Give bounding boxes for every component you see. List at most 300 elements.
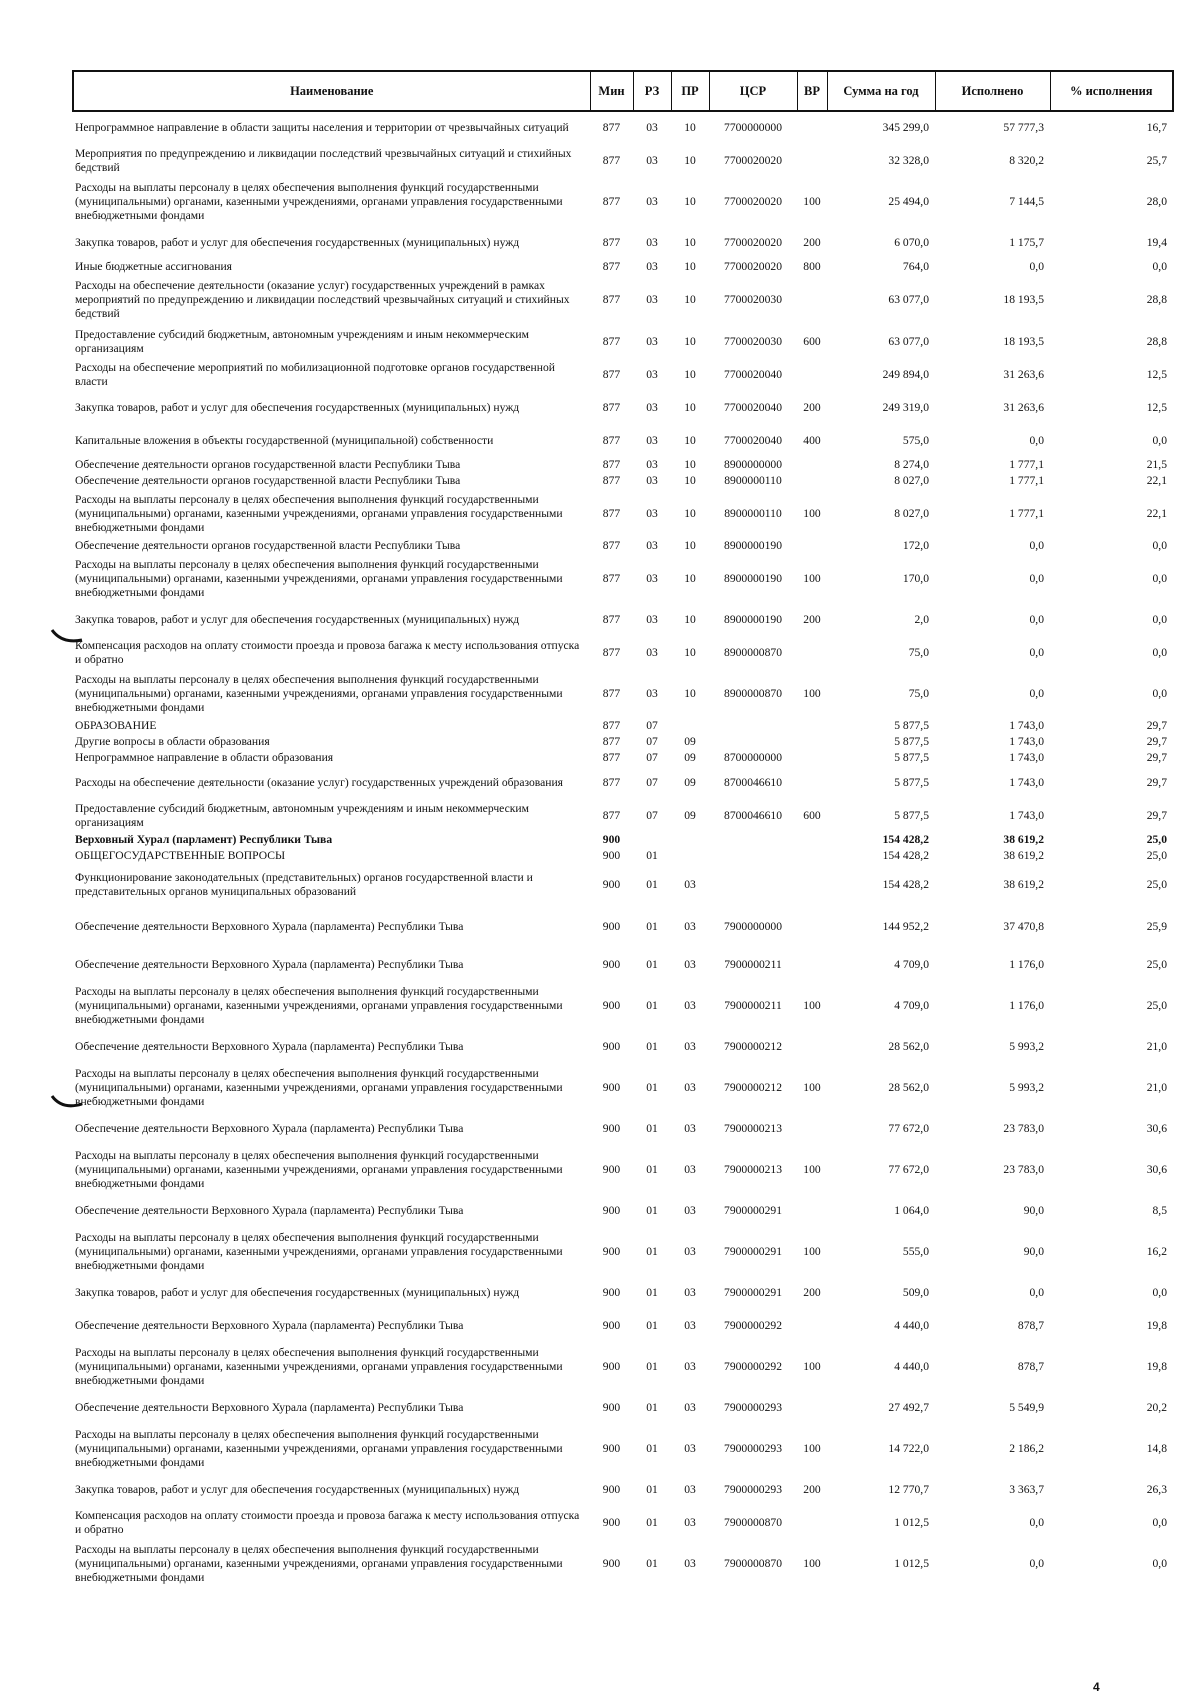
cell-done: 0,0	[1029, 1515, 1044, 1529]
cell-csr: 7900000213	[724, 1121, 782, 1135]
cell-rz: 03	[646, 506, 658, 520]
cell-vr: 600	[803, 334, 821, 348]
cell-rz: 03	[646, 235, 658, 249]
cell-pct: 0,0	[1152, 612, 1167, 626]
cell-name: Капитальные вложения в объекты государственной (муниципальной) собственности	[75, 433, 494, 447]
table-row	[73, 981, 1173, 1030]
cell-rz: 01	[646, 957, 658, 971]
table-row	[73, 111, 1173, 144]
cell-vr	[797, 832, 827, 848]
cell-rz: 01	[646, 1359, 658, 1373]
table-row	[73, 1145, 1173, 1194]
cell-rz: 01	[646, 1515, 658, 1529]
cell-rz: 07	[646, 775, 658, 789]
table-row	[73, 275, 1173, 325]
table-row	[73, 1276, 1173, 1309]
cell-vr: 100	[803, 1441, 821, 1455]
cell-name: Расходы на обеспечение деятельности (оказание услуг) государственных учреждений образования	[75, 775, 564, 789]
cell-pct: 8,5	[1152, 1203, 1167, 1217]
cell-pct: 26,3	[1146, 1482, 1167, 1496]
cell-name: Иные бюджетные ассигнования	[75, 260, 232, 273]
cell-pr: 10	[684, 539, 696, 552]
cell-min: 877	[602, 775, 621, 789]
cell-sum: 5 877,5	[894, 808, 929, 822]
cell-done: 1 176,0	[1009, 957, 1044, 971]
cell-name: Расходы на выплаты персоналу в целях обеспечения выполнения функций государственными (муниципальными) органами, казенными учреждениями, органами управления государственными внебюджетными фондами	[75, 1542, 563, 1584]
cell-vr: 100	[803, 998, 821, 1012]
cell-csr: 7900000870	[724, 1556, 782, 1570]
cell-pct: 0,0	[1152, 645, 1167, 659]
cell-csr: 8700046610	[724, 775, 782, 789]
cell-min: 900	[602, 920, 621, 933]
table-row	[73, 358, 1173, 391]
cell-pr: 03	[684, 998, 696, 1012]
cell-min: 877	[602, 458, 621, 471]
cell-vr: 200	[803, 612, 821, 626]
cell-rz: 01	[646, 1039, 658, 1053]
table-row	[73, 473, 1173, 489]
cell-name: Расходы на выплаты персоналу в целях обеспечения выполнения функций государственными (муниципальными) органами, казенными учреждениями, органами управления государственными внебюджетными фондами	[75, 672, 563, 714]
cell-sum: 154 428,2	[882, 833, 929, 846]
cell-min: 900	[602, 1162, 621, 1176]
cell-sum: 1 012,5	[894, 1515, 929, 1529]
cell-pr: 03	[684, 920, 696, 933]
cell-done: 1 743,0	[1009, 751, 1044, 764]
cell-csr: 7900000293	[724, 1482, 782, 1496]
cell-min: 900	[602, 1400, 621, 1414]
cell-pct: 21,5	[1146, 458, 1167, 471]
cell-rz: 01	[646, 1121, 658, 1135]
cell-pct: 19,4	[1146, 235, 1167, 249]
cell-pr: 03	[684, 957, 696, 971]
cell-rz: 01	[646, 1203, 658, 1217]
table-row	[73, 1506, 1173, 1539]
table-header-row	[73, 71, 1173, 111]
cell-rz: 01	[646, 1080, 658, 1094]
cell-name: Непрограммное направление в области защиты населения и территории от чрезвычайных ситуаций	[75, 121, 569, 134]
cell-pr: 09	[684, 751, 696, 764]
cell-vr	[797, 948, 827, 981]
cell-rz: 03	[646, 571, 658, 585]
cell-vr: 100	[803, 1359, 821, 1373]
cell-name: Мероприятия по предупреждению и ликвидации последствий чрезвычайных ситуаций и стихийных бедствий	[75, 146, 572, 174]
cell-csr: 7900000293	[724, 1400, 782, 1414]
cell-pct: 28,0	[1146, 194, 1167, 208]
cell-pr: 03	[684, 1203, 696, 1217]
cell-rz: 03	[646, 194, 658, 208]
cell-min: 877	[602, 506, 621, 520]
cell-pct: 0,0	[1152, 1515, 1167, 1529]
cell-name: Расходы на выплаты персоналу в целях обеспечения выполнения функций государственными (муниципальными) органами, казенными учреждениями, органами управления государственными внебюджетными фондами	[75, 492, 563, 534]
cell-csr: 8900000870	[724, 686, 782, 700]
cell-pct: 0,0	[1152, 571, 1167, 585]
cell-sum: 5 877,5	[894, 735, 929, 748]
cell-sum: 170,0	[902, 571, 929, 585]
cell-vr: 100	[803, 194, 821, 208]
cell-vr	[797, 906, 827, 948]
cell-name: Обеспечение деятельности Верховного Хурала (парламента) Республики Тыва	[75, 957, 464, 971]
cell-min: 900	[602, 1244, 621, 1258]
cell-pct: 25,7	[1146, 153, 1167, 167]
cell-name: ОБРАЗОВАНИЕ	[75, 719, 157, 732]
cell-rz: 03	[646, 612, 658, 626]
cell-done: 0,0	[1029, 539, 1044, 552]
table-row	[73, 636, 1173, 669]
cell-name: Закупка товаров, работ и услуг для обеспечения государственных (муниципальных) нужд	[75, 1285, 520, 1299]
cell-min: 900	[602, 1318, 621, 1332]
cell-done: 0,0	[1029, 686, 1044, 700]
cell-pr: 03	[684, 1400, 696, 1414]
cell-pr	[671, 848, 709, 864]
cell-sum: 5 877,5	[894, 751, 929, 764]
cell-sum: 77 672,0	[888, 1121, 929, 1135]
table-row	[73, 766, 1173, 799]
cell-csr: 7900000291	[724, 1285, 782, 1299]
cell-done: 7 144,5	[1009, 194, 1044, 208]
table-row	[73, 457, 1173, 473]
table-row	[73, 948, 1173, 981]
cell-vr	[797, 1112, 827, 1145]
cell-rz: 01	[646, 878, 658, 891]
cell-vr: 100	[803, 686, 821, 700]
cell-sum: 27 492,7	[888, 1400, 929, 1414]
cell-rz: 01	[646, 920, 658, 933]
cell-vr	[797, 457, 827, 473]
cell-rz: 07	[646, 735, 658, 748]
cell-min: 900	[602, 998, 621, 1012]
cell-sum: 345 299,0	[882, 121, 929, 134]
cell-done: 38 619,2	[1003, 849, 1044, 862]
cell-sum: 2,0	[914, 612, 929, 626]
table-row	[73, 1030, 1173, 1063]
cell-vr	[797, 1506, 827, 1539]
cell-pct: 25,0	[1146, 833, 1167, 846]
cell-done: 1 777,1	[1009, 506, 1044, 520]
cell-csr: 8900000110	[724, 506, 782, 520]
cell-min: 877	[602, 367, 621, 381]
cell-sum: 249 894,0	[882, 367, 929, 381]
cell-name: Компенсация расходов на оплату стоимости проезда и провоза багажа к месту использования отпуска и обратно	[75, 1508, 580, 1536]
cell-done: 0,0	[1029, 645, 1044, 659]
cell-pr: 10	[684, 260, 696, 273]
cell-min: 900	[602, 1359, 621, 1373]
cell-min: 877	[602, 153, 621, 167]
cell-pr: 10	[684, 474, 696, 487]
cell-done: 878,7	[1017, 1318, 1044, 1332]
cell-pct: 0,0	[1152, 260, 1167, 273]
cell-vr	[797, 1030, 827, 1063]
cell-csr: 8900000870	[724, 645, 782, 659]
cell-name: Верховный Хурал (парламент) Республики Тыва	[75, 833, 333, 846]
cell-pct: 0,0	[1152, 1285, 1167, 1299]
table-row	[73, 489, 1173, 538]
cell-name: Расходы на выплаты персоналу в целях обеспечения выполнения функций государственными (муниципальными) органами, казенными учреждениями, органами управления государственными внебюджетными фондами	[75, 1066, 563, 1108]
cell-rz: 03	[646, 645, 658, 659]
cell-min: 877	[602, 612, 621, 626]
cell-csr: 7900000211	[724, 957, 782, 971]
cell-done: 57 777,3	[1003, 121, 1044, 134]
cell-sum: 1 012,5	[894, 1556, 929, 1570]
table-row	[73, 1112, 1173, 1145]
cell-min: 900	[602, 1285, 621, 1299]
header-csr: ЦСР	[709, 71, 797, 111]
cell-vr: 200	[803, 1482, 821, 1496]
cell-min: 877	[602, 474, 621, 487]
cell-min: 900	[602, 833, 621, 846]
cell-rz: 03	[646, 153, 658, 167]
cell-done: 31 263,6	[1003, 367, 1044, 381]
cell-min: 877	[602, 293, 621, 306]
table-row	[73, 538, 1173, 554]
scan-mark-lower	[50, 1092, 86, 1114]
cell-min: 900	[602, 849, 621, 862]
cell-min: 877	[602, 433, 621, 447]
cell-done: 0,0	[1029, 1285, 1044, 1299]
cell-done: 0,0	[1029, 571, 1044, 585]
cell-min: 877	[602, 808, 621, 822]
cell-min: 900	[602, 1441, 621, 1455]
cell-pct: 16,7	[1146, 121, 1167, 134]
cell-done: 1 176,0	[1009, 998, 1044, 1012]
cell-vr	[797, 538, 827, 554]
cell-done: 8 320,2	[1009, 153, 1044, 167]
cell-pct: 25,0	[1146, 849, 1167, 862]
cell-rz: 01	[646, 849, 658, 862]
cell-sum: 154 428,2	[882, 849, 929, 862]
cell-pct: 0,0	[1152, 1556, 1167, 1570]
cell-sum: 77 672,0	[888, 1162, 929, 1176]
cell-min: 900	[602, 1515, 621, 1529]
table-row	[73, 554, 1173, 603]
cell-done: 38 619,2	[1003, 833, 1044, 846]
cell-rz: 01	[646, 1556, 658, 1570]
cell-done: 37 470,8	[1003, 920, 1044, 933]
cell-min: 900	[602, 1203, 621, 1217]
cell-min: 877	[602, 719, 621, 732]
header-done: Исполнено	[935, 71, 1050, 111]
cell-csr: 7700000000	[724, 121, 782, 134]
cell-csr: 7700020030	[724, 293, 782, 306]
cell-done: 5 993,2	[1009, 1080, 1044, 1094]
cell-pr: 10	[684, 645, 696, 659]
cell-csr: 7700020040	[724, 433, 782, 447]
cell-min: 900	[602, 1121, 621, 1135]
table-row	[73, 1063, 1173, 1112]
cell-vr	[797, 636, 827, 669]
cell-rz: 07	[646, 719, 658, 732]
cell-min: 877	[602, 260, 621, 273]
cell-vr	[797, 1391, 827, 1424]
cell-csr: 8900000190	[724, 539, 782, 552]
cell-pct: 14,8	[1146, 1441, 1167, 1455]
cell-vr	[797, 473, 827, 489]
cell-sum: 8 027,0	[894, 474, 929, 487]
cell-name: Обеспечение деятельности органов государственной власти Республики Тыва	[75, 458, 461, 471]
cell-sum: 75,0	[908, 686, 929, 700]
cell-min: 900	[602, 1556, 621, 1570]
cell-sum: 144 952,2	[882, 920, 929, 933]
cell-csr	[709, 848, 797, 864]
cell-done: 1 743,0	[1009, 808, 1044, 822]
cell-name: Расходы на обеспечение мероприятий по мобилизационной подготовке органов государственной власти	[75, 360, 555, 388]
cell-name: Обеспечение деятельности Верховного Хурала (парламента) Республики Тыва	[75, 1121, 464, 1135]
cell-sum: 8 274,0	[894, 458, 929, 471]
cell-pr: 03	[684, 1441, 696, 1455]
header-vr: ВР	[797, 71, 827, 111]
cell-csr: 7900000291	[724, 1203, 782, 1217]
cell-name: Расходы на выплаты персоналу в целях обеспечения выполнения функций государственными (муниципальными) органами, казенными учреждениями, органами управления государственными внебюджетными фондами	[75, 984, 563, 1026]
cell-vr: 100	[803, 1556, 821, 1570]
cell-pct: 21,0	[1146, 1080, 1167, 1094]
cell-done: 878,7	[1017, 1359, 1044, 1373]
cell-vr: 800	[803, 260, 821, 273]
cell-csr: 8900000110	[724, 474, 782, 487]
cell-name: Обеспечение деятельности Верховного Хурала (парламента) Республики Тыва	[75, 1318, 464, 1332]
table-row	[73, 424, 1173, 457]
table-row	[73, 799, 1173, 832]
cell-pr	[671, 832, 709, 848]
cell-pr: 09	[684, 735, 696, 748]
header-rz: РЗ	[633, 71, 671, 111]
cell-rz: 03	[646, 400, 658, 414]
cell-rz: 07	[646, 751, 658, 764]
cell-csr	[709, 864, 797, 906]
cell-done: 38 619,2	[1003, 878, 1044, 891]
cell-name: Предоставление субсидий бюджетным, автономным учреждениям и иным некоммерческим организациям	[75, 327, 529, 355]
page-number: 4	[1093, 1680, 1100, 1694]
cell-pr: 03	[684, 1482, 696, 1496]
cell-vr: 100	[803, 506, 821, 520]
table-row	[73, 391, 1173, 424]
cell-pr: 03	[684, 1039, 696, 1053]
cell-pct: 28,8	[1146, 334, 1167, 348]
cell-pct: 29,7	[1146, 775, 1167, 789]
cell-name: Обеспечение деятельности органов государственной власти Республики Тыва	[75, 539, 461, 552]
cell-rz: 03	[646, 121, 658, 134]
cell-sum: 555,0	[902, 1244, 929, 1258]
cell-rz: 01	[646, 1285, 658, 1299]
cell-vr: 200	[803, 1285, 821, 1299]
cell-vr: 400	[803, 433, 821, 447]
table-row	[73, 177, 1173, 226]
cell-pr: 09	[684, 808, 696, 822]
cell-pr: 03	[684, 1359, 696, 1373]
cell-csr	[709, 832, 797, 848]
cell-pr: 10	[684, 400, 696, 414]
table-row	[73, 864, 1173, 906]
cell-name: Функционирование законодательных (представительных) органов государственной власти и представительных органов муниципальных образований	[75, 871, 533, 898]
cell-rz: 01	[646, 1482, 658, 1496]
cell-rz: 03	[646, 474, 658, 487]
cell-pr: 03	[684, 1244, 696, 1258]
cell-vr	[797, 1309, 827, 1342]
cell-csr: 7900000293	[724, 1441, 782, 1455]
cell-min: 900	[602, 1482, 621, 1496]
cell-csr: 7900000213	[724, 1162, 782, 1176]
table-row	[73, 906, 1173, 948]
cell-csr: 7900000000	[724, 920, 782, 933]
cell-pct: 25,9	[1146, 920, 1167, 933]
cell-csr: 7900000212	[724, 1080, 782, 1094]
table-row	[73, 1424, 1173, 1473]
cell-done: 1 743,0	[1009, 735, 1044, 748]
cell-pr: 10	[684, 121, 696, 134]
budget-execution-sheet	[72, 70, 1172, 1588]
cell-done: 31 263,6	[1003, 400, 1044, 414]
cell-vr: 100	[803, 1244, 821, 1258]
cell-sum: 5 877,5	[894, 719, 929, 732]
cell-csr: 7700020030	[724, 334, 782, 348]
cell-pct: 19,8	[1146, 1359, 1167, 1373]
cell-done: 1 777,1	[1009, 474, 1044, 487]
cell-min: 877	[602, 571, 621, 585]
cell-sum: 5 877,5	[894, 775, 929, 789]
cell-min: 877	[602, 121, 621, 134]
cell-csr: 7700020020	[724, 194, 782, 208]
cell-rz: 01	[646, 1400, 658, 1414]
table-row	[73, 750, 1173, 766]
cell-pr: 03	[684, 1162, 696, 1176]
cell-pr: 09	[684, 775, 696, 789]
cell-pr: 03	[684, 1556, 696, 1570]
cell-pct: 25,0	[1146, 878, 1167, 891]
cell-csr: 7700020020	[724, 235, 782, 249]
cell-min: 877	[602, 194, 621, 208]
cell-pct: 22,1	[1146, 506, 1167, 520]
cell-vr	[797, 111, 827, 144]
cell-sum: 509,0	[902, 1285, 929, 1299]
cell-vr: 100	[803, 1080, 821, 1094]
table-row	[73, 1539, 1173, 1588]
cell-csr: 7700020040	[724, 400, 782, 414]
cell-pct: 29,7	[1146, 719, 1167, 732]
cell-sum: 32 328,0	[888, 153, 929, 167]
cell-rz: 03	[646, 433, 658, 447]
cell-done: 1 743,0	[1009, 719, 1044, 732]
header-min: Мин	[590, 71, 633, 111]
cell-name: Расходы на обеспечение деятельности (оказание услуг) государственных учреждений в рамках мероприятий по предупреждению и ликвидации последствий чрезвычайных ситуаций и стихийных бедствий	[75, 279, 570, 320]
table-row	[73, 144, 1173, 177]
cell-csr: 7700020020	[724, 260, 782, 273]
cell-csr: 7900000870	[724, 1515, 782, 1529]
table-row	[73, 226, 1173, 259]
header-pct: % исполнения	[1050, 71, 1173, 111]
cell-done: 23 783,0	[1003, 1162, 1044, 1176]
cell-csr: 7900000212	[724, 1039, 782, 1053]
cell-vr	[797, 718, 827, 734]
cell-rz: 03	[646, 260, 658, 273]
cell-name: Непрограммное направление в области образования	[75, 751, 334, 764]
cell-csr: 8700046610	[724, 808, 782, 822]
cell-done: 18 193,5	[1003, 293, 1044, 306]
cell-csr	[709, 734, 797, 750]
cell-sum: 6 070,0	[894, 235, 929, 249]
table-row	[73, 734, 1173, 750]
cell-rz	[633, 832, 671, 848]
cell-vr	[797, 144, 827, 177]
cell-sum: 154 428,2	[882, 878, 929, 891]
cell-pct: 29,7	[1146, 735, 1167, 748]
table-row	[73, 1391, 1173, 1424]
cell-csr: 8900000190	[724, 571, 782, 585]
cell-csr: 7900000292	[724, 1318, 782, 1332]
cell-min: 877	[602, 334, 621, 348]
cell-pr: 10	[684, 458, 696, 471]
cell-sum: 28 562,0	[888, 1080, 929, 1094]
cell-pr: 10	[684, 506, 696, 520]
cell-min: 877	[602, 235, 621, 249]
cell-pct: 0,0	[1152, 539, 1167, 552]
